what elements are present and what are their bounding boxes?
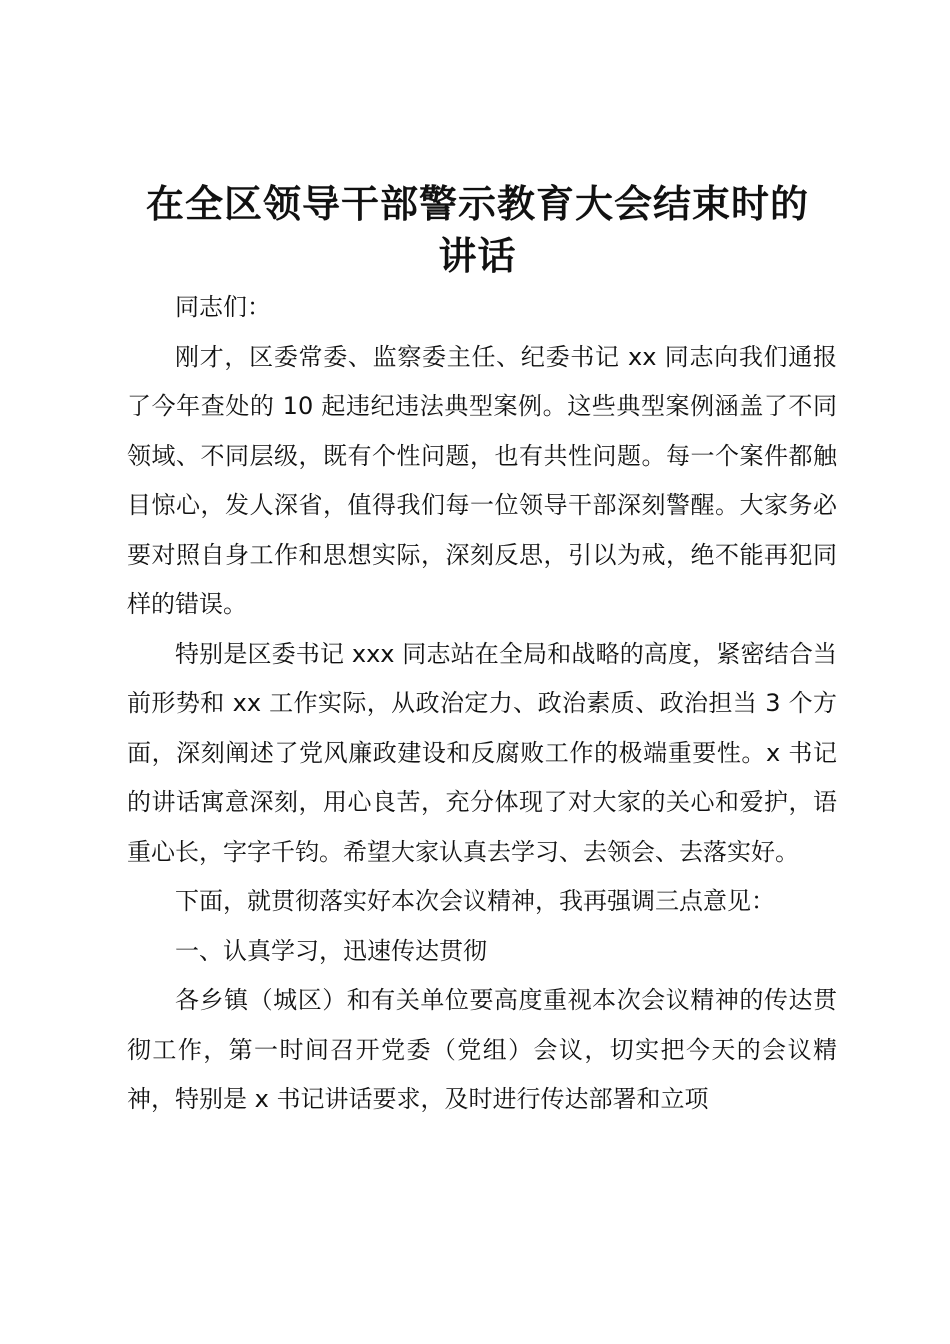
title-line-1: 在全区领导干部警示教育大会结束时的	[145, 181, 809, 226]
paragraph-secretary-speech: 特别是区委书记 xxx 同志站在全局和战略的高度，紧密结合当前形势和 xx 工作实际，从政治定力、政治素质、政治担当 3 个方面，深刻阐述了党风廉政建设和反腐败工作的极端重要性。x 书记的讲话寓意深刻，用心良苦，充分体现了对大家的关心和爱护，语重心长，字字千钧。希望大家认真去学习、去领会、去落实好。	[127, 639, 837, 866]
paragraph-section-1: 各乡镇（城区）和有关单位要高度重视本次会议精神的传达贯彻工作，第一时间召开党委（党组）会议，切实把今天的会议精神，特别是 x 书记讲话要求，及时进行传达部署和立项	[127, 986, 837, 1113]
document-body	[127, 283, 837, 1125]
salutation: 同志们：	[175, 293, 271, 321]
document-title	[120, 178, 835, 282]
paragraph-transition: 下面，就贯彻落实好本次会议精神，我再强调三点意见：	[175, 887, 775, 915]
title-line-2: 讲话	[438, 233, 517, 278]
section-heading-1: 一、认真学习，迅速传达贯彻	[175, 936, 487, 965]
paragraph-case-briefing: 刚才，区委常委、监察委主任、纪委书记 xx 同志向我们通报了今年查处的 10 起违纪违法典型案例。这些典型案例涵盖了不同领域、不同层级，既有个性问题，也有共性问题。每一个案件都触目惊心，发人深省，值得我们每一位领导干部深刻警醒。大家务必要对照自身工作和思想实际，深刻反思，引以为戒，绝不能再犯同样的错误。	[127, 342, 837, 618]
